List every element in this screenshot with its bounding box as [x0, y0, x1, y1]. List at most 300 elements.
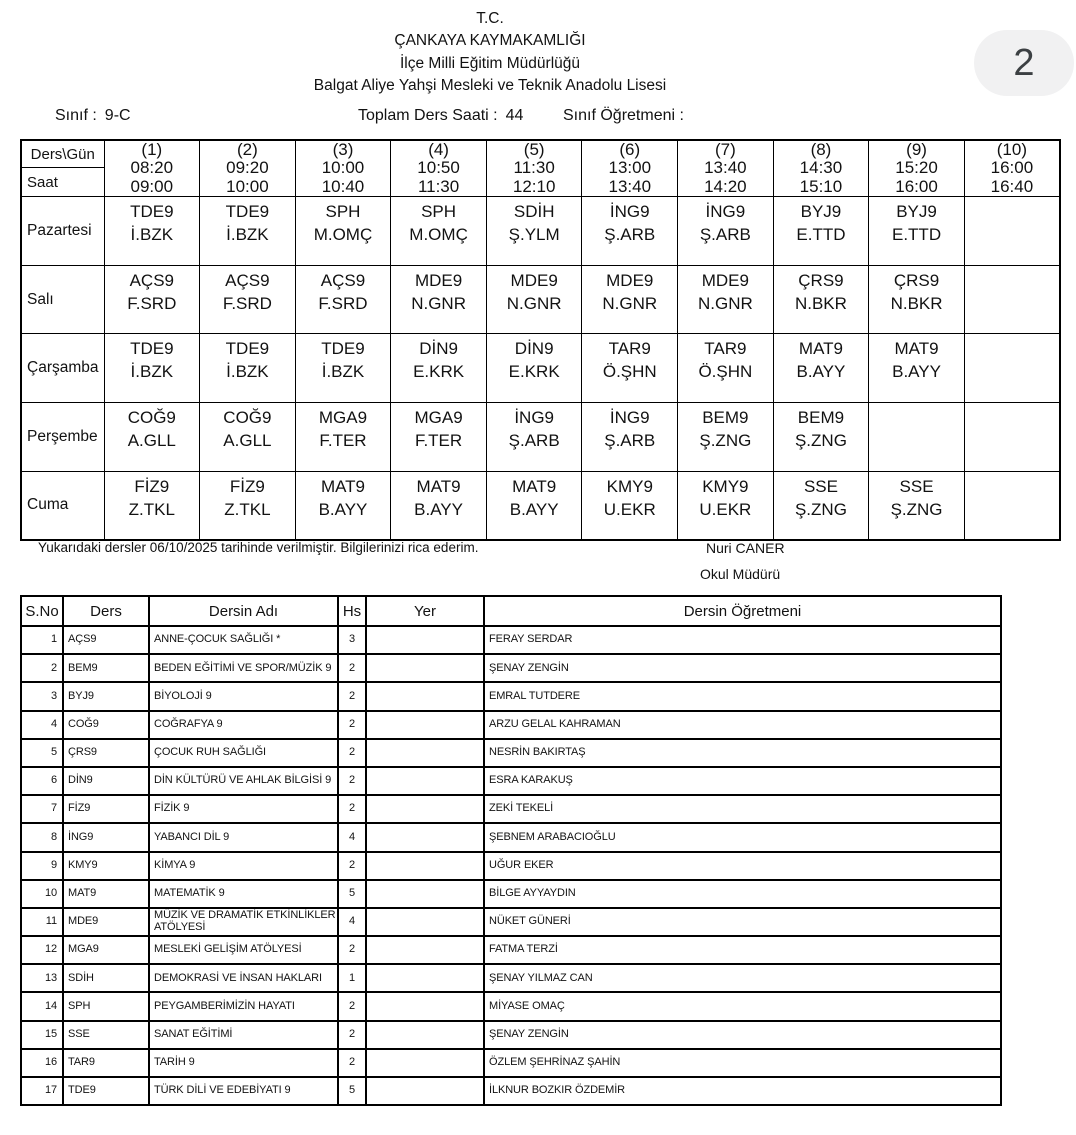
lesson-cell: [486, 265, 582, 334]
lesson-cell: [964, 471, 1060, 540]
lesson-table-header: Hs: [338, 596, 366, 626]
lesson-table-row: [21, 682, 1001, 710]
lesson-teacher: Ş.ZNG: [699, 431, 752, 450]
cell-dersin-adi: TÜRK DİLİ VE EDEBİYATI 9: [149, 1077, 338, 1105]
lesson-code: MDE9: [510, 270, 558, 290]
cell-ders: TDE9: [63, 1077, 149, 1105]
cell-ders: COĞ9: [63, 711, 149, 739]
total-hours-info: [358, 107, 523, 125]
cell-ders: MDE9: [63, 908, 149, 936]
cell-dersin-adi: COĞRAFYA 9: [149, 711, 338, 739]
lesson-code: İNG9: [609, 408, 650, 427]
lesson-table-header: Ders: [63, 596, 149, 626]
lesson-code: BYJ9: [800, 202, 842, 222]
cell-dersin-adi: ÇOCUK RUH SAĞLIĞI: [149, 739, 338, 767]
lesson-table-row: [21, 1021, 1001, 1049]
cell-sno: 4: [21, 711, 63, 739]
lesson-cell: [295, 403, 391, 472]
cell-ogretmen: FERAY SERDAR: [484, 626, 1001, 654]
lesson-teacher: F.TER: [414, 431, 463, 450]
cell-hs: 2: [338, 1021, 366, 1049]
period-header: (7) 13:40 14:20: [678, 140, 774, 197]
lesson-code: SDİH: [513, 202, 555, 222]
lesson-code: DİN9: [514, 339, 554, 359]
lesson-teacher: B.AYY: [892, 362, 941, 382]
period-header: (1) 08:20 09:00: [104, 140, 200, 197]
header-line-district: ÇANKAYA KAYMAKAMLIĞI: [394, 32, 586, 50]
lesson-code: TDE9: [225, 202, 270, 222]
lesson-cell: [582, 471, 678, 540]
lesson-teacher: N.GNR: [697, 293, 753, 313]
document-header: [0, 8, 980, 98]
cell-yer: [366, 1049, 484, 1077]
cell-ogretmen: NESRİN BAKIRTAŞ: [484, 739, 1001, 767]
lesson-cell: [486, 471, 582, 540]
cell-yer: [366, 1077, 484, 1105]
lesson-code: AÇS9: [129, 270, 174, 290]
lesson-cell: [678, 403, 774, 472]
weekly-timetable: [20, 139, 1061, 541]
lesson-teacher: Ş.ZNG: [794, 499, 847, 519]
lesson-teacher: Ö.ŞHN: [698, 362, 753, 382]
lesson-code: MAT9: [798, 339, 843, 359]
lesson-cell: [391, 334, 487, 403]
cell-ders: BEM9: [63, 654, 149, 682]
cell-dersin-adi: YABANCI DİL 9: [149, 823, 338, 851]
lesson-code: MAT9: [512, 476, 557, 496]
lesson-cell: [391, 471, 487, 540]
cell-ogretmen: İLKNUR BOZKIR ÖZDEMİR: [484, 1077, 1001, 1105]
timetable-day-row: [21, 197, 1060, 266]
period-header: (9) 15:20 16:00: [869, 140, 965, 197]
lesson-code: MDE9: [414, 270, 463, 290]
cell-yer: [366, 852, 484, 880]
lesson-cell: [582, 403, 678, 472]
lesson-teacher: U.EKR: [603, 499, 656, 519]
day-label: Cuma: [21, 471, 104, 540]
lesson-table-row: [21, 1049, 1001, 1077]
lesson-code: FİZ9: [229, 476, 265, 496]
cell-sno: 12: [21, 936, 63, 964]
lesson-table-row: [21, 992, 1001, 1020]
class-value: 9-C: [104, 107, 131, 124]
lesson-teacher: Ş.ARB: [699, 225, 751, 245]
lesson-code: TDE9: [225, 339, 270, 359]
lesson-teacher: B.AYY: [318, 499, 368, 519]
class-teacher-label: Sınıf Öğretmeni :: [563, 107, 684, 124]
day-label: Perşembe: [21, 403, 104, 472]
corner-saat: Saat: [21, 168, 104, 197]
lesson-teacher: Z.TKL: [224, 499, 271, 519]
lesson-code: AÇS9: [320, 270, 366, 290]
lesson-cell: [200, 197, 296, 266]
lesson-teacher: N.BKR: [890, 293, 943, 313]
cell-ogretmen: ŞENAY ZENGİN: [484, 654, 1001, 682]
cell-yer: [366, 711, 484, 739]
cell-hs: 4: [338, 908, 366, 936]
cell-yer: [366, 739, 484, 767]
class-label: Sınıf :: [55, 107, 97, 124]
timetable-day-row: [21, 403, 1060, 472]
lesson-table-header: S.No: [21, 596, 63, 626]
cell-yer: [366, 880, 484, 908]
lesson-cell: [678, 197, 774, 266]
lesson-cell: [295, 334, 391, 403]
lesson-code: TAR9: [704, 339, 747, 359]
cell-yer: [366, 823, 484, 851]
cell-dersin-adi: SANAT EĞİTİMİ: [149, 1021, 338, 1049]
lesson-table-row: [21, 626, 1001, 654]
cell-hs: 2: [338, 654, 366, 682]
cell-sno: 17: [21, 1077, 63, 1105]
lesson-cell: [869, 403, 965, 472]
lesson-cell: [200, 471, 296, 540]
lesson-teacher: Ş.ARB: [604, 225, 656, 245]
lesson-teacher: F.SRD: [318, 293, 368, 313]
total-hours-value: 44: [505, 107, 524, 124]
lesson-code: DİN9: [419, 339, 458, 359]
total-hours-label: Toplam Ders Saati :: [358, 107, 498, 124]
lesson-cell: [678, 471, 774, 540]
timetable-day-row: [21, 471, 1060, 540]
cell-ogretmen: FATMA TERZİ: [484, 936, 1001, 964]
cell-ogretmen: MİYASE OMAÇ: [484, 992, 1001, 1020]
lesson-code: MDE9: [701, 270, 749, 290]
lesson-teacher: İ.BZK: [321, 362, 365, 382]
cell-yer: [366, 1021, 484, 1049]
cell-ogretmen: ESRA KARAKUŞ: [484, 767, 1001, 795]
lesson-teacher: Z.TKL: [128, 499, 175, 519]
cell-ogretmen: ŞENAY ZENGİN: [484, 1021, 1001, 1049]
lesson-teacher: F.TER: [319, 431, 367, 450]
lesson-cell: [104, 265, 200, 334]
cell-ders: SDİH: [63, 964, 149, 992]
cell-hs: 2: [338, 852, 366, 880]
lesson-cell: [391, 265, 487, 334]
lesson-teacher: U.EKR: [699, 499, 752, 519]
page-number-badge: [974, 30, 1074, 96]
lesson-cell: [582, 197, 678, 266]
cell-ders: SPH: [63, 992, 149, 1020]
lesson-cell: [773, 265, 869, 334]
cell-hs: 5: [338, 1077, 366, 1105]
lesson-teacher: İ.BZK: [226, 225, 269, 245]
cell-ders: AÇS9: [63, 626, 149, 654]
cell-ders: FİZ9: [63, 795, 149, 823]
cell-ogretmen: ZEKİ TEKELİ: [484, 795, 1001, 823]
lesson-cell: [582, 265, 678, 334]
day-label: Pazartesi: [21, 197, 104, 266]
period-header: (4) 10:50 11:30: [391, 140, 487, 197]
lesson-code: AÇS9: [225, 270, 270, 290]
signer-name: Nuri CANER: [706, 540, 785, 556]
cell-dersin-adi: BİYOLOJİ 9: [149, 682, 338, 710]
period-header: (10) 16:00 16:40: [964, 140, 1060, 197]
cell-yer: [366, 682, 484, 710]
lesson-teacher: N.BKR: [794, 293, 847, 313]
lesson-code: MDE9: [606, 270, 654, 290]
cell-ogretmen: ŞEBNEM ARABACIOĞLU: [484, 823, 1001, 851]
cell-sno: 3: [21, 682, 63, 710]
lesson-cell: [964, 403, 1060, 472]
cell-yer: [366, 795, 484, 823]
lesson-cell: [678, 334, 774, 403]
timetable-day-row: [21, 265, 1060, 334]
period-header: (2) 09:20 10:00: [200, 140, 296, 197]
cell-sno: 7: [21, 795, 63, 823]
cell-sno: 9: [21, 852, 63, 880]
lesson-code: SSE: [899, 476, 934, 496]
cell-ogretmen: ARZU GELAL KAHRAMAN: [484, 711, 1001, 739]
lesson-table-header: Dersin Adı: [149, 596, 338, 626]
cell-hs: 2: [338, 992, 366, 1020]
lesson-teacher: N.GNR: [506, 293, 562, 313]
lesson-code: TDE9: [130, 339, 174, 359]
lesson-cell: [869, 265, 965, 334]
lesson-teacher: B.AYY: [509, 499, 559, 519]
lesson-teacher: Ö.ŞHN: [602, 362, 657, 382]
cell-hs: 2: [338, 936, 366, 964]
lesson-code: BEM9: [797, 408, 845, 427]
cell-ders: KMY9: [63, 852, 149, 880]
timetable-day-row: [21, 334, 1060, 403]
period-header: (5) 11:30 12:10: [486, 140, 582, 197]
lesson-code: MAT9: [894, 339, 939, 359]
cell-ders: TAR9: [63, 1049, 149, 1077]
lesson-teacher: İ.BZK: [130, 362, 174, 382]
lesson-cell: [104, 334, 200, 403]
lesson-list-table: [20, 595, 1002, 1106]
cell-sno: 13: [21, 964, 63, 992]
lesson-cell: [582, 334, 678, 403]
cell-dersin-adi: BEDEN EĞİTİMİ VE SPOR/MÜZİK 9: [149, 654, 338, 682]
lesson-code: FİZ9: [134, 476, 170, 496]
lesson-cell: [486, 334, 582, 403]
lesson-code: COĞ9: [127, 408, 176, 427]
lesson-code: KMY9: [606, 476, 653, 496]
lesson-cell: [964, 197, 1060, 266]
cell-hs: 2: [338, 682, 366, 710]
cell-sno: 2: [21, 654, 63, 682]
info-row: [0, 107, 1076, 129]
lesson-cell: [869, 471, 965, 540]
cell-dersin-adi: MÜZİK VE DRAMATİK ETKİNLİKLER ATÖLYESİ: [149, 908, 338, 936]
lesson-teacher: İ.BZK: [130, 225, 174, 245]
lesson-table-row: [21, 654, 1001, 682]
cell-sno: 6: [21, 767, 63, 795]
cell-ders: MAT9: [63, 880, 149, 908]
cell-hs: 5: [338, 880, 366, 908]
lesson-cell: [486, 403, 582, 472]
lesson-cell: [200, 403, 296, 472]
signer-title: Okul Müdürü: [700, 566, 781, 582]
lesson-cell: [391, 403, 487, 472]
cell-yer: [366, 654, 484, 682]
lesson-code: SSE: [803, 476, 838, 496]
lesson-teacher: E.KRK: [413, 362, 465, 382]
lesson-cell: [104, 471, 200, 540]
lesson-code: BYJ9: [896, 202, 937, 222]
lesson-table-row: [21, 908, 1001, 936]
lesson-teacher: F.SRD: [222, 293, 272, 313]
lesson-code: TDE9: [321, 339, 365, 359]
cell-dersin-adi: MESLEKİ GELİŞİM ATÖLYESİ: [149, 936, 338, 964]
lesson-code: İNG9: [609, 202, 650, 222]
cell-sno: 8: [21, 823, 63, 851]
cell-hs: 4: [338, 823, 366, 851]
cell-ogretmen: EMRAL TUTDERE: [484, 682, 1001, 710]
lesson-code: MGA9: [318, 408, 368, 427]
cell-sno: 10: [21, 880, 63, 908]
lesson-code: İNG9: [705, 202, 746, 222]
lesson-cell: [200, 265, 296, 334]
lesson-table-row: [21, 711, 1001, 739]
cell-dersin-adi: DEMOKRASİ VE İNSAN HAKLARI: [149, 964, 338, 992]
lesson-cell: [964, 334, 1060, 403]
lesson-cell: [964, 265, 1060, 334]
cell-hs: 2: [338, 711, 366, 739]
lesson-teacher: B.AYY: [796, 362, 846, 382]
lesson-table-row: [21, 767, 1001, 795]
lesson-teacher: F.SRD: [127, 293, 177, 313]
cell-ders: DİN9: [63, 767, 149, 795]
lesson-code: SPH: [325, 202, 361, 222]
lesson-cell: [773, 334, 869, 403]
lesson-code: COĞ9: [223, 408, 272, 427]
lesson-code: MAT9: [320, 476, 366, 496]
cell-ders: İNG9: [63, 823, 149, 851]
cell-yer: [366, 908, 484, 936]
lesson-code: MGA9: [414, 408, 463, 427]
cell-hs: 3: [338, 626, 366, 654]
lesson-cell: [104, 197, 200, 266]
day-label: Salı: [21, 265, 104, 334]
lesson-cell: [678, 265, 774, 334]
lesson-cell: [773, 403, 869, 472]
cell-yer: [366, 992, 484, 1020]
lesson-cell: [104, 403, 200, 472]
cell-sno: 1: [21, 626, 63, 654]
lesson-teacher: A.GLL: [127, 431, 176, 450]
lesson-code: İNG9: [514, 408, 555, 427]
period-header: (3) 10:00 10:40: [295, 140, 391, 197]
cell-sno: 14: [21, 992, 63, 1020]
lesson-teacher: B.AYY: [414, 499, 463, 519]
cell-dersin-adi: KİMYA 9: [149, 852, 338, 880]
cell-sno: 5: [21, 739, 63, 767]
lesson-teacher: M.OMÇ: [313, 225, 373, 245]
cell-dersin-adi: FİZİK 9: [149, 795, 338, 823]
cell-hs: 2: [338, 739, 366, 767]
lesson-code: SPH: [421, 202, 457, 222]
lesson-teacher: Ş.ARB: [508, 431, 560, 450]
lesson-code: ÇRS9: [798, 270, 844, 290]
header-line-school: Balgat Aliye Yahşi Mesleki ve Teknik Anadolu Lisesi: [313, 77, 667, 95]
lesson-teacher: M.OMÇ: [409, 225, 468, 245]
cell-ogretmen: BİLGE AYYAYDIN: [484, 880, 1001, 908]
cell-ogretmen: NÜKET GÜNERİ: [484, 908, 1001, 936]
lesson-cell: [200, 334, 296, 403]
cell-ders: MGA9: [63, 936, 149, 964]
class-teacher-info: [563, 107, 684, 125]
cell-sno: 11: [21, 908, 63, 936]
lesson-table-row: [21, 739, 1001, 767]
lesson-code: MAT9: [416, 476, 461, 496]
lesson-cell: [295, 197, 391, 266]
header-line-tc: T.C.: [476, 10, 504, 27]
lesson-cell: [391, 197, 487, 266]
lesson-table-header: Yer: [366, 596, 484, 626]
class-info: [55, 107, 131, 125]
cell-ders: ÇRS9: [63, 739, 149, 767]
lesson-table-row: [21, 964, 1001, 992]
lesson-cell: [486, 197, 582, 266]
lesson-code: KMY9: [702, 476, 749, 496]
cell-ogretmen: ŞENAY YILMAZ CAN: [484, 964, 1001, 992]
lesson-code: BEM9: [702, 408, 749, 427]
lesson-table-row: [21, 795, 1001, 823]
lesson-table-row: [21, 823, 1001, 851]
cell-ogretmen: UĞUR EKER: [484, 852, 1001, 880]
lesson-cell: [869, 334, 965, 403]
lesson-code: TDE9: [130, 202, 174, 222]
cell-dersin-adi: TARİH 9: [149, 1049, 338, 1077]
cell-hs: 2: [338, 767, 366, 795]
lesson-teacher: Ş.ZNG: [890, 499, 943, 519]
cell-ders: BYJ9: [63, 682, 149, 710]
lesson-cell: [773, 197, 869, 266]
lesson-teacher: A.GLL: [223, 431, 272, 450]
lesson-teacher: N.GNR: [411, 293, 466, 313]
lesson-teacher: İ.BZK: [226, 362, 269, 382]
lesson-cell: [295, 265, 391, 334]
lesson-code: TAR9: [608, 339, 651, 359]
page-number: 2: [1013, 41, 1035, 84]
lesson-teacher: Ş.ARB: [604, 431, 656, 450]
lesson-teacher: E.TTD: [891, 225, 942, 245]
lesson-table-row: [21, 880, 1001, 908]
cell-sno: 15: [21, 1021, 63, 1049]
lesson-teacher: E.KRK: [508, 362, 560, 382]
footer-note: Yukarıdaki dersler 06/10/2025 tarihinde verilmiştir. Bilgilerinizi rica ederim.: [38, 540, 479, 555]
lesson-teacher: Ş.YLM: [508, 225, 560, 245]
cell-ders: SSE: [63, 1021, 149, 1049]
cell-hs: 2: [338, 1049, 366, 1077]
cell-yer: [366, 767, 484, 795]
lesson-cell: [773, 471, 869, 540]
period-header: (6) 13:00 13:40: [582, 140, 678, 197]
cell-hs: 2: [338, 795, 366, 823]
cell-ogretmen: ÖZLEM ŞEHRİNAZ ŞAHİN: [484, 1049, 1001, 1077]
lesson-table-row: [21, 852, 1001, 880]
cell-yer: [366, 626, 484, 654]
period-header: (8) 14:30 15:10: [773, 140, 869, 197]
cell-yer: [366, 936, 484, 964]
lesson-table-row: [21, 936, 1001, 964]
lesson-teacher: E.TTD: [796, 225, 846, 245]
cell-hs: 1: [338, 964, 366, 992]
cell-dersin-adi: DİN KÜLTÜRÜ VE AHLAK BİLGİSİ 9: [149, 767, 338, 795]
cell-dersin-adi: PEYGAMBERİMİZİN HAYATI: [149, 992, 338, 1020]
lesson-teacher: N.GNR: [602, 293, 658, 313]
cell-sno: 16: [21, 1049, 63, 1077]
header-line-office: İlçe Milli Eğitim Müdürlüğü: [399, 54, 581, 72]
lesson-teacher: Ş.ZNG: [794, 431, 847, 450]
lesson-table-header: Dersin Öğretmeni: [484, 596, 1001, 626]
corner-ders-gun: Ders\Gün: [21, 140, 104, 168]
cell-dersin-adi: MATEMATİK 9: [149, 880, 338, 908]
cell-yer: [366, 964, 484, 992]
